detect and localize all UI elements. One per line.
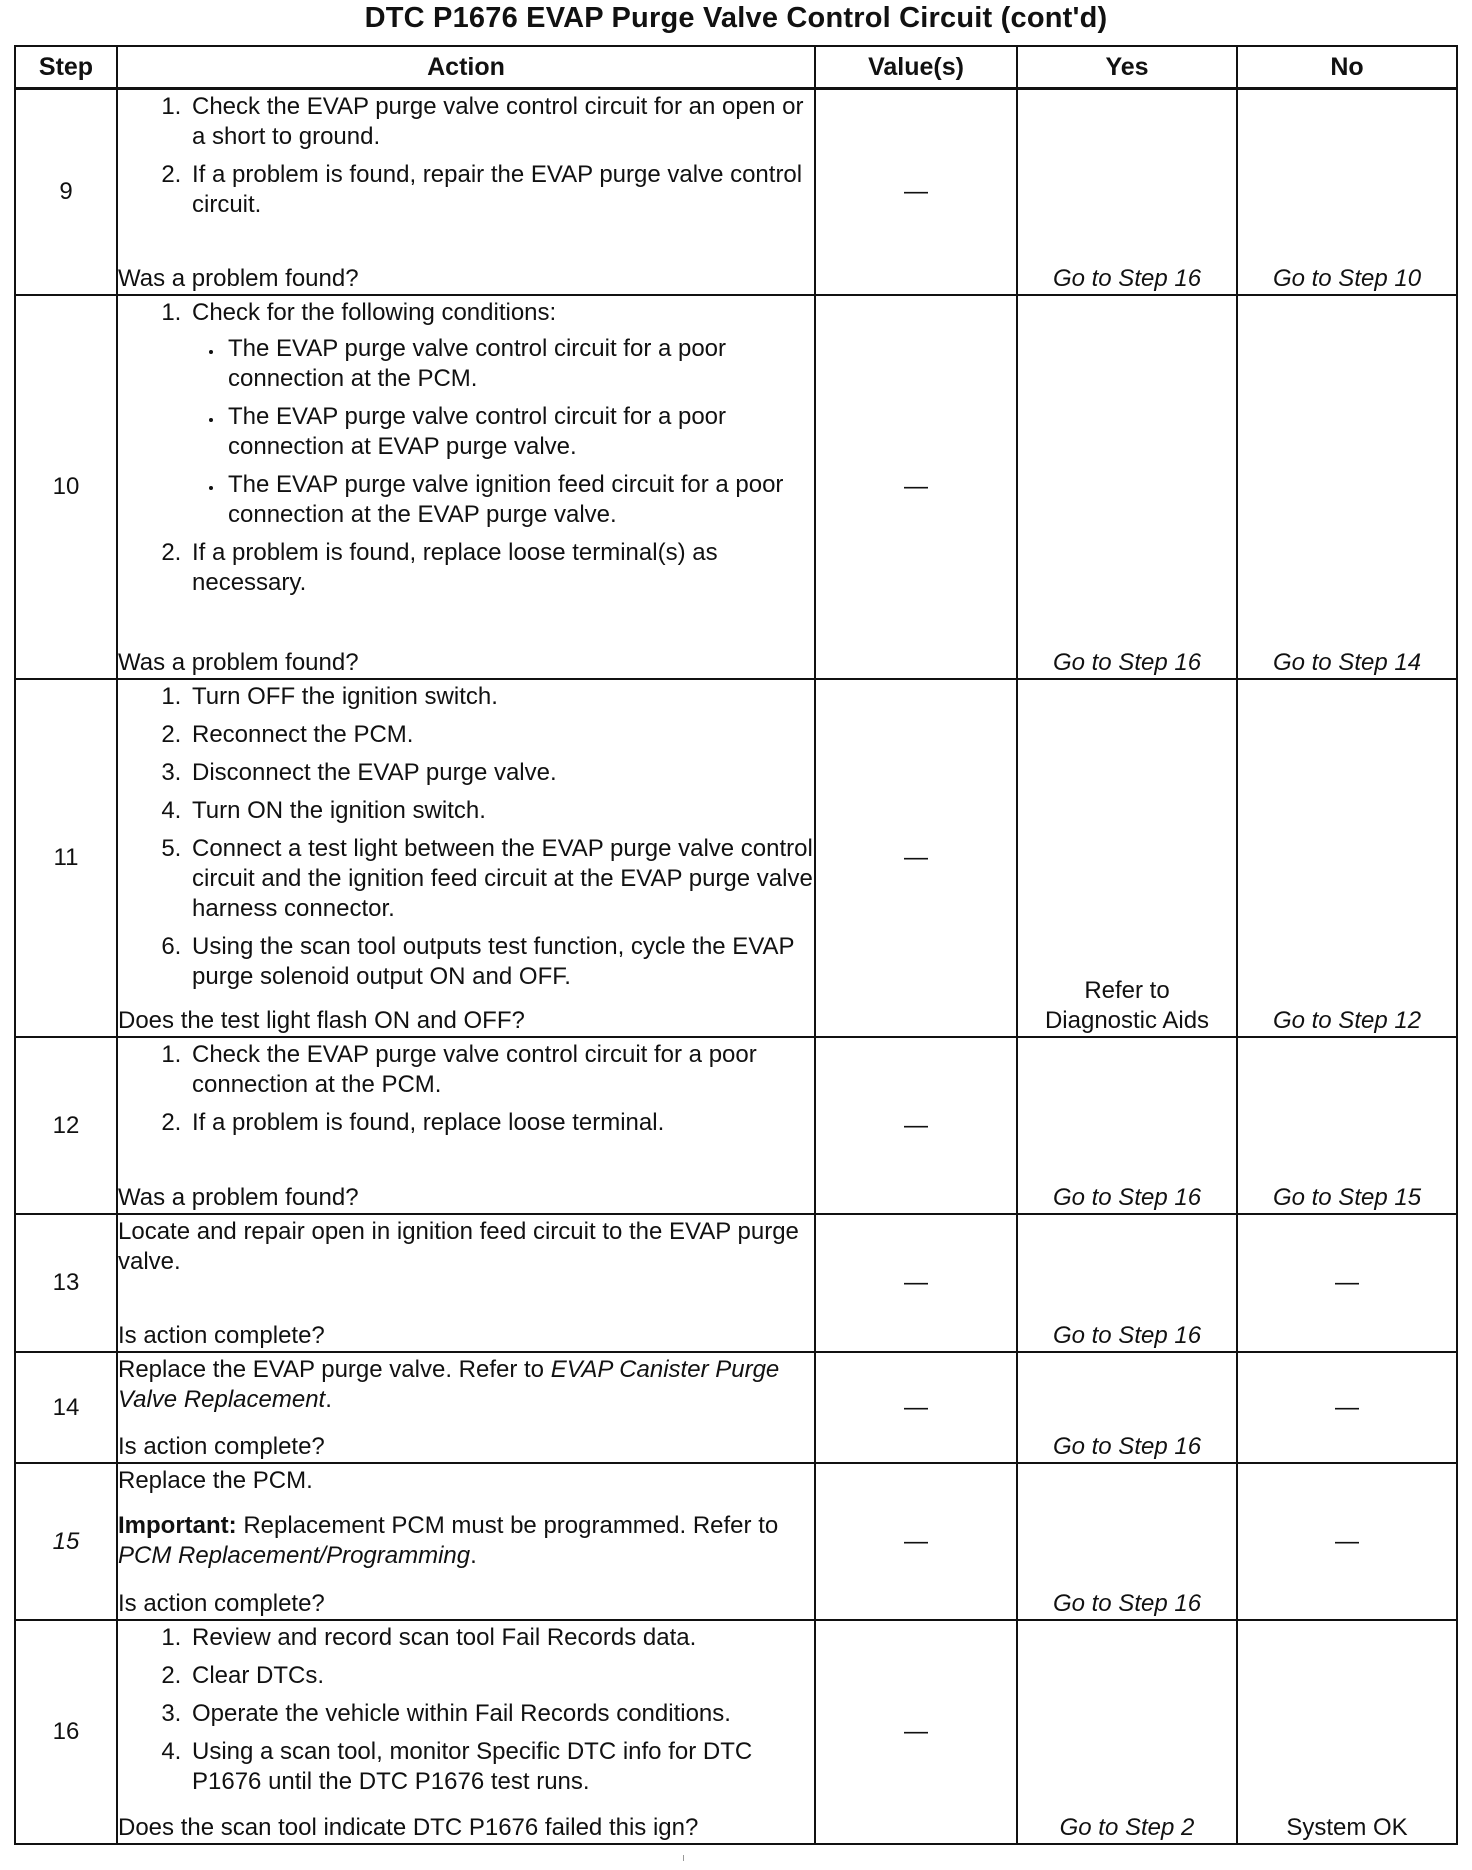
value-cell: — — [815, 679, 1017, 1037]
action-step: 2. Reconnect the PCM. — [188, 720, 814, 750]
header-step: Step — [15, 46, 117, 89]
action-step: 1. Check the EVAP purge valve control circuit for an open or a short to ground. — [188, 92, 814, 152]
table-row — [15, 1352, 1457, 1463]
important-label: Important: — [118, 1511, 237, 1539]
no-cell: — — [1237, 1214, 1457, 1352]
action-cell — [117, 1214, 815, 1352]
no-cell: Go to Step 12 — [1237, 679, 1457, 1037]
action-text — [118, 1355, 814, 1415]
action-step: 5. Connect a test light between the EVAP purge valve control circuit and the ignition feed circuit at the EVAP purge valve harness connector. — [188, 834, 814, 924]
action-cell — [117, 1620, 815, 1844]
action-steps — [118, 298, 814, 606]
value-cell: — — [815, 1037, 1017, 1214]
yes-cell: Go to Step 16 — [1017, 1037, 1237, 1214]
value-cell: — — [815, 295, 1017, 679]
condition-item: • The EVAP purge valve control circuit for a poor connection at EVAP purge valve. — [224, 402, 814, 462]
important-note — [118, 1511, 814, 1571]
condition-list — [192, 334, 814, 530]
yes-line: Refer to — [1084, 977, 1170, 1004]
action-cell — [117, 679, 815, 1037]
step-number: 9 — [15, 89, 117, 296]
condition-item: • The EVAP purge valve ignition feed circuit for a poor connection at the EVAP purge valve. — [224, 470, 814, 530]
no-cell: — — [1237, 1352, 1457, 1463]
action-step: 3. Operate the vehicle within Fail Records conditions. — [188, 1699, 814, 1729]
header-action: Action — [117, 46, 815, 89]
table-row — [15, 1463, 1457, 1620]
table-row — [15, 679, 1457, 1037]
action-question: Is action complete? — [118, 1590, 325, 1617]
action-text-pre: Replace the EVAP purge valve. Refer to — [118, 1356, 551, 1383]
yes-cell: Go to Step 16 — [1017, 295, 1237, 679]
action-step — [188, 298, 814, 530]
value-cell: — — [815, 1214, 1017, 1352]
action-step: 2. If a problem is found, replace loose terminal. — [188, 1108, 814, 1138]
action-question: Is action complete? — [118, 1433, 325, 1460]
yes-line: Diagnostic Aids — [1044, 1007, 1210, 1034]
table-row — [15, 1620, 1457, 1844]
action-question: Does the test light flash ON and OFF? — [118, 1007, 525, 1034]
no-cell: Go to Step 15 — [1237, 1037, 1457, 1214]
action-question: Was a problem found? — [118, 1184, 359, 1211]
action-text: Replace the PCM. — [118, 1467, 313, 1494]
yes-cell — [1017, 679, 1237, 1037]
action-text: Locate and repair open in ignition feed circuit to the EVAP purge valve. — [118, 1218, 799, 1275]
step-number: 12 — [15, 1037, 117, 1214]
action-question: Was a problem found? — [118, 649, 359, 676]
step-number: 13 — [15, 1214, 117, 1352]
important-post: . — [470, 1541, 477, 1569]
page-title: DTC P1676 EVAP Purge Valve Control Circuit (cont'd) — [364, 2, 1108, 34]
action-question: Is action complete? — [118, 1322, 325, 1349]
action-cell — [117, 1352, 815, 1463]
no-cell: Go to Step 14 — [1237, 295, 1457, 679]
step-number: 10 — [15, 295, 117, 679]
action-steps — [118, 1623, 814, 1797]
action-cell — [117, 1463, 815, 1620]
action-step: 4. Using a scan tool, monitor Specific DTC info for DTC P1676 until the DTC P1676 test runs. — [188, 1737, 814, 1797]
action-step: 2. If a problem is found, repair the EVAP purge valve control circuit. — [188, 160, 814, 220]
condition-item: • The EVAP purge valve control circuit for a poor connection at the PCM. — [224, 334, 814, 394]
value-cell: — — [815, 1620, 1017, 1844]
value-cell: — — [815, 1352, 1017, 1463]
procedure-reference: EVAP Canister Purge Valve Replacement — [118, 1356, 780, 1413]
header-yes: Yes — [1017, 46, 1237, 89]
yes-cell: Go to Step 16 — [1017, 1352, 1237, 1463]
action-step: 1. Review and record scan tool Fail Records data. — [188, 1623, 814, 1653]
no-cell: System OK — [1237, 1620, 1457, 1844]
action-step: 1. Turn OFF the ignition switch. — [188, 682, 814, 712]
table-row — [15, 1214, 1457, 1352]
yes-cell: Go to Step 16 — [1017, 1214, 1237, 1352]
no-cell: — — [1237, 1463, 1457, 1620]
yes-cell: Go to Step 2 — [1017, 1620, 1237, 1844]
action-cell — [117, 1037, 815, 1214]
important-text: Replacement PCM must be programmed. Refer to — [236, 1511, 779, 1539]
value-cell: — — [815, 89, 1017, 296]
value-cell: — — [815, 1463, 1017, 1620]
no-cell: Go to Step 10 — [1237, 89, 1457, 296]
action-cell — [117, 295, 815, 679]
step-number: 11 — [15, 679, 117, 1037]
table-row — [15, 89, 1457, 296]
action-steps — [118, 682, 814, 992]
yes-cell: Go to Step 16 — [1017, 1463, 1237, 1620]
action-question: Does the scan tool indicate DTC P1676 failed this ign? — [118, 1814, 699, 1841]
action-steps — [118, 1040, 814, 1146]
step-number: 16 — [15, 1620, 117, 1844]
diagnostic-table — [14, 45, 1458, 1845]
action-cell — [117, 89, 815, 296]
action-text-post: . — [325, 1386, 332, 1413]
action-step: 4. Turn ON the ignition switch. — [188, 796, 814, 826]
action-question: Was a problem found? — [118, 265, 359, 292]
page-mark — [683, 1855, 684, 1861]
step-number: 14 — [15, 1352, 117, 1463]
table-row — [15, 1037, 1457, 1214]
action-step-text: Check for the following conditions: — [192, 299, 557, 326]
table-row — [15, 295, 1457, 679]
yes-cell: Go to Step 16 — [1017, 89, 1237, 296]
action-steps — [118, 92, 814, 228]
action-step: 2. Clear DTCs. — [188, 1661, 814, 1691]
action-step: 6. Using the scan tool outputs test function, cycle the EVAP purge solenoid output ON and OFF. — [188, 932, 814, 992]
step-number: 15 — [15, 1463, 117, 1620]
header-no: No — [1237, 46, 1457, 89]
action-step: 1. Check the EVAP purge valve control circuit for a poor connection at the PCM. — [188, 1040, 814, 1100]
header-values: Value(s) — [815, 46, 1017, 89]
action-step: 3. Disconnect the EVAP purge valve. — [188, 758, 814, 788]
table-header-row — [15, 46, 1457, 89]
action-step: 2. If a problem is found, replace loose terminal(s) as necessary. — [188, 538, 814, 598]
procedure-reference: PCM Replacement/Programming — [118, 1541, 471, 1569]
